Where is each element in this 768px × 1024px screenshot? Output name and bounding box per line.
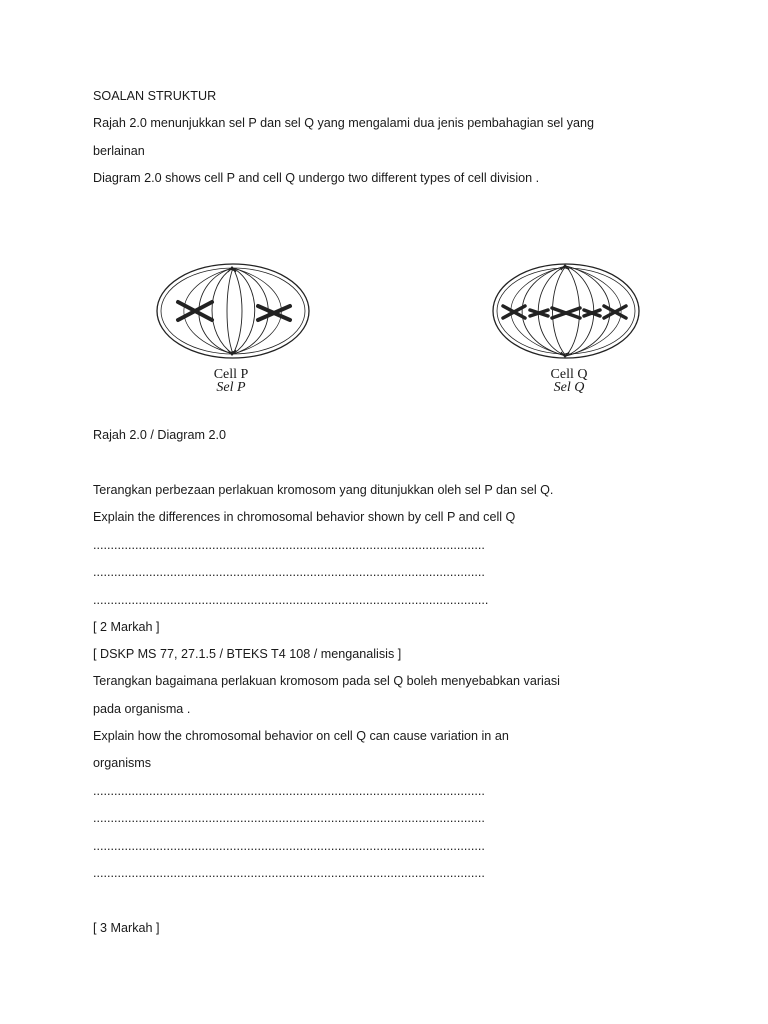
- cell-p-label-malay: Sel P: [216, 380, 246, 395]
- question2-english-line-2: organisms: [93, 756, 152, 770]
- question2-answer-line-1[interactable]: ................................................................................................................: [93, 784, 485, 798]
- intro-malay-line-1: Rajah 2.0 menunjukkan sel P dan sel Q yang mengalami dua jenis pembahagian sel yang: [93, 116, 595, 130]
- cell-q-label: [524, 368, 614, 394]
- cell-p-drawing: [157, 264, 309, 358]
- question2-malay-line-1: Terangkan bagaimana perlakuan kromosom pada sel Q boleh menyebabkan variasi: [93, 674, 560, 688]
- question1-answer-line-1[interactable]: ................................................................................................................: [93, 538, 485, 552]
- question1-reference: [ DSKP MS 77, 27.1.5 / BTEKS T4 108 / menganalisis ]: [93, 647, 402, 661]
- question1-malay: Terangkan perbezaan perlakuan kromosom yang ditunjukkan oleh sel P dan sel Q.: [93, 483, 554, 497]
- cell-p-label: [186, 368, 276, 394]
- section-heading: SOALAN STRUKTUR: [93, 89, 217, 103]
- question2-malay-line-2: pada organisma .: [93, 702, 191, 716]
- cell-q-label-english: Cell Q: [550, 367, 588, 382]
- question1-marks: [ 2 Markah ]: [93, 620, 160, 634]
- cell-q-label-malay: Sel Q: [553, 380, 585, 395]
- question1-english: Explain the differences in chromosomal behavior shown by cell P and cell Q: [93, 510, 516, 524]
- question2-answer-line-3[interactable]: ................................................................................................................: [93, 839, 485, 853]
- intro-malay-line-2: berlainan: [93, 144, 145, 158]
- cell-q-drawing: [493, 264, 639, 358]
- cell-p-label-english: Cell P: [213, 367, 249, 382]
- question1-answer-line-3[interactable]: .................................................................................................................: [93, 593, 489, 607]
- question2-english-line-1: Explain how the chromosomal behavior on cell Q can cause variation in an: [93, 729, 509, 743]
- question1-answer-line-2[interactable]: ................................................................................................................: [93, 565, 485, 579]
- question2-marks: [ 3 Markah ]: [93, 921, 160, 935]
- diagram-caption: Rajah 2.0 / Diagram 2.0: [93, 428, 227, 442]
- intro-english: Diagram 2.0 shows cell P and cell Q undergo two different types of cell division .: [93, 171, 540, 185]
- question2-answer-line-4[interactable]: ................................................................................................................: [93, 866, 485, 880]
- question2-answer-line-2[interactable]: ................................................................................................................: [93, 811, 485, 825]
- cell-diagram-svg: [0, 240, 768, 405]
- cell-division-diagram: [0, 240, 768, 405]
